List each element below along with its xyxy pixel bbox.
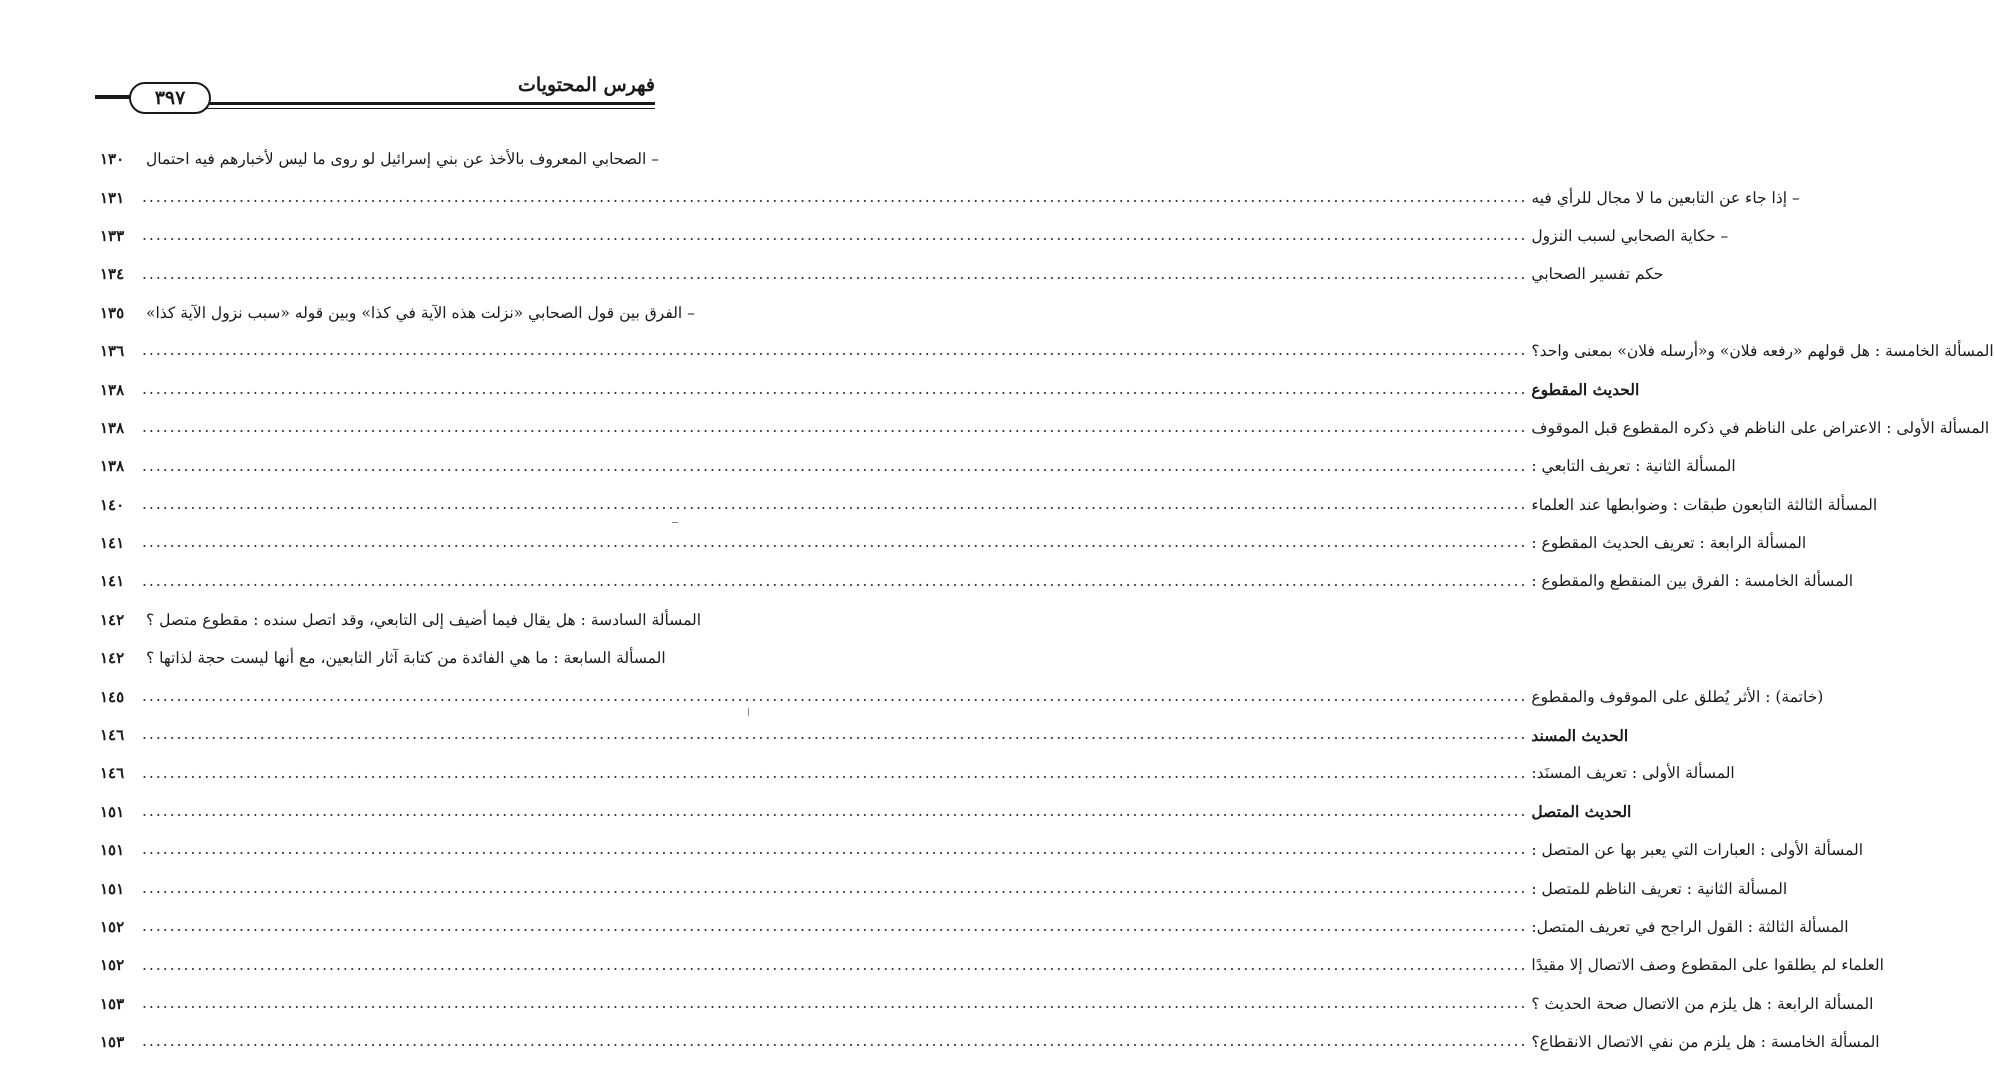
- dot-leader: ........................................................................................................................................................................................................: [142, 456, 1528, 475]
- toc-page-number: ١٣٦: [100, 342, 125, 361]
- toc-entry: [100, 601, 702, 639]
- toc-entry-text: المسألة الرابعة : هل يلزم من الاتصال صحة الحديث ؟: [1531, 994, 1874, 1013]
- toc-entry-text: المسألة الخامسة : الفرق بين المنقطع والمقطوع :: [1531, 572, 1854, 591]
- toc-entry-text: – الصحابي المعروف بالأخذ عن بني إسرائيل لو روى ما ليس لأخبارهم فيه احتمال: [146, 150, 659, 169]
- table-of-contents: [100, 140, 1994, 1061]
- toc-page-number: ١٤٢: [100, 649, 125, 668]
- toc-page-number: ١٥٣: [100, 1033, 125, 1052]
- toc-page-number: ١٤٠: [100, 495, 125, 514]
- toc-page-number: ١٥١: [100, 879, 125, 898]
- dot-leader: ........................................................................................................................................................................................................: [142, 994, 1528, 1013]
- toc-page-number: ١٤٦: [100, 726, 125, 745]
- toc-page-number: ١٣٨: [100, 418, 125, 437]
- scan-mark: [748, 708, 749, 716]
- toc-page-number: ١٤١: [100, 534, 125, 553]
- toc-entry: [100, 178, 1800, 216]
- dot-leader: ........................................................................................................................................................................................................: [142, 187, 1528, 206]
- toc-entry: [100, 754, 1735, 792]
- toc-entry-text: المسألة السادسة : هل يقال فيما أضيف إلى التابعي، وقد اتصل سنده : مقطوع متصل ؟: [146, 610, 702, 629]
- toc-entry: [100, 255, 1664, 293]
- toc-entry: [100, 1023, 1880, 1061]
- toc-page-number: ١٣٠: [100, 150, 125, 169]
- toc-entry: [100, 409, 1990, 447]
- dot-leader: ........................................................................................................................................................................................................: [142, 686, 1528, 705]
- toc-entry: [100, 908, 1849, 946]
- toc-entry-text: المسألة الأولى : تعريف المسنَد:: [1531, 764, 1735, 783]
- toc-page-number: ١٥١: [100, 802, 125, 821]
- toc-entry-text: (خاتمة) : الأثر يُطلق على الموقوف والمقطوع: [1531, 687, 1824, 706]
- toc-entry-text: المسألة الثالثة : القول الراجح في تعريف المتصل:: [1531, 918, 1849, 936]
- dot-leader: ........................................................................................................................................................................................................: [142, 763, 1528, 782]
- toc-entry: [100, 447, 1736, 485]
- toc-page-number: ١٣٨: [100, 380, 125, 399]
- toc-section-heading: [100, 370, 1640, 408]
- header-rule-thin: [205, 108, 655, 109]
- toc-entry: [100, 639, 666, 677]
- dot-leader: ........................................................................................................................................................................................................: [142, 341, 1528, 360]
- dot-leader: ........................................................................................................................................................................................................: [142, 878, 1528, 897]
- toc-entry-text: الحديث المسند: [1531, 725, 1629, 745]
- toc-entry: [100, 140, 659, 178]
- dot-leader: ........................................................................................................................................................................................................: [142, 418, 1528, 437]
- dot-leader: ........................................................................................................................................................................................................: [142, 917, 1528, 936]
- toc-page-number: ١٤٦: [100, 764, 125, 783]
- toc-page-number: ١٣٥: [100, 303, 125, 322]
- toc-entry: [100, 217, 1729, 255]
- dot-leader: ........................................................................................................................................................................................................: [142, 571, 1528, 590]
- dot-leader: ........................................................................................................................................................................................................: [142, 802, 1528, 821]
- toc-entry-text: حكم تفسير الصحابي: [1531, 265, 1664, 284]
- toc-page-number: ١٥١: [100, 841, 125, 860]
- dot-leader: ........................................................................................................................................................................................................: [142, 264, 1528, 283]
- toc-page-number: ١٣٨: [100, 457, 125, 476]
- dot-leader: ........................................................................................................................................................................................................: [142, 725, 1528, 744]
- page-header: [95, 72, 655, 118]
- dot-leader: ........................................................................................................................................................................................................: [142, 840, 1528, 859]
- toc-entry-text: – الفرق بين قول الصحابي «نزلت هذه الآية في كذا» وبين قوله «سبب نزول الآية كذا»: [146, 303, 695, 322]
- dot-leader: ........................................................................................................................................................................................................: [142, 955, 1528, 974]
- dot-leader: ........................................................................................................................................................................................................: [142, 533, 1528, 552]
- toc-entry: [100, 524, 1807, 562]
- toc-entry: [100, 677, 1824, 715]
- toc-entry-text: المسألة الثانية : تعريف الناظم للمتصل :: [1531, 879, 1788, 898]
- toc-entry-text: – حكاية الصحابي لسبب النزول: [1531, 226, 1729, 245]
- toc-entry-text: المسألة الأولى : الاعتراض على الناظم في ذكره المقطوع قبل الموقوف: [1531, 418, 1990, 437]
- toc-entry-text: – إذا جاء عن التابعين ما لا مجال للرأي فيه: [1531, 188, 1800, 207]
- toc-section-heading: [100, 716, 1629, 754]
- toc-entry-text: المسألة الخامسة : هل قولهم «رفعه فلان» و«أرسله فلان» بمعنى واحد؟: [1531, 342, 1994, 361]
- toc-entry-text: المسألة الخامسة : هل يلزم من نفي الاتصال الانقطاع؟: [1531, 1033, 1880, 1052]
- toc-entry-text: المسألة الأولى : العبارات التي يعبر بها عن المتصل :: [1531, 841, 1864, 860]
- toc-entry-text: الحديث المقطوع: [1531, 380, 1640, 400]
- dot-leader: ........................................................................................................................................................................................................: [142, 494, 1528, 513]
- dot-leader: ........................................................................................................................................................................................................: [142, 226, 1528, 245]
- toc-page-number: ١٤٥: [100, 687, 125, 706]
- toc-entry-text: المسألة الثالثة التابعون طبقات : وضوابطها عند العلماء: [1531, 495, 1878, 514]
- dot-leader: ........................................................................................................................................................................................................: [142, 379, 1528, 398]
- toc-page-number: ١٥٢: [100, 956, 125, 975]
- toc-entry-text: الحديث المتصل: [1531, 802, 1632, 822]
- toc-entry-text: المسألة الثانية : تعريف التابعي :: [1531, 457, 1736, 476]
- toc-entry: [100, 869, 1788, 907]
- header-title: فهرس المحتويات: [518, 74, 655, 96]
- toc-entry: [100, 985, 1874, 1023]
- page-number-badge: ٣٩٧: [129, 82, 211, 114]
- toc-page-number: ١٤٢: [100, 610, 125, 629]
- toc-entry: [100, 332, 1994, 370]
- toc-entry: [100, 946, 1884, 984]
- toc-page-number: ١٣٣: [100, 226, 125, 245]
- toc-entry: [100, 486, 1878, 524]
- toc-page-number: ١٤١: [100, 572, 125, 591]
- toc-entry-text: المسألة الرابعة : تعريف الحديث المقطوع :: [1531, 534, 1807, 553]
- toc-entry: [100, 831, 1864, 869]
- toc-page-number: ١٣٤: [100, 265, 125, 284]
- scan-mark: [672, 522, 678, 523]
- toc-entry-text: العلماء لم يطلقوا على المقطوع وصف الاتصال إلا مقيدًا: [1531, 956, 1884, 975]
- toc-entry: [100, 294, 695, 332]
- toc-page-number: ١٥٢: [100, 918, 125, 936]
- dot-leader: ........................................................................................................................................................................................................: [142, 1032, 1528, 1051]
- toc-entry: [100, 562, 1854, 600]
- toc-page-number: ١٣١: [100, 188, 125, 207]
- toc-page-number: ١٥٣: [100, 994, 125, 1013]
- header-rule-thick: [205, 102, 655, 105]
- toc-entry-text: المسألة السابعة : ما هي الفائدة من كتابة آثار التابعين، مع أنها ليست حجة لذاتها ؟: [146, 649, 666, 668]
- toc-section-heading: [100, 793, 1632, 831]
